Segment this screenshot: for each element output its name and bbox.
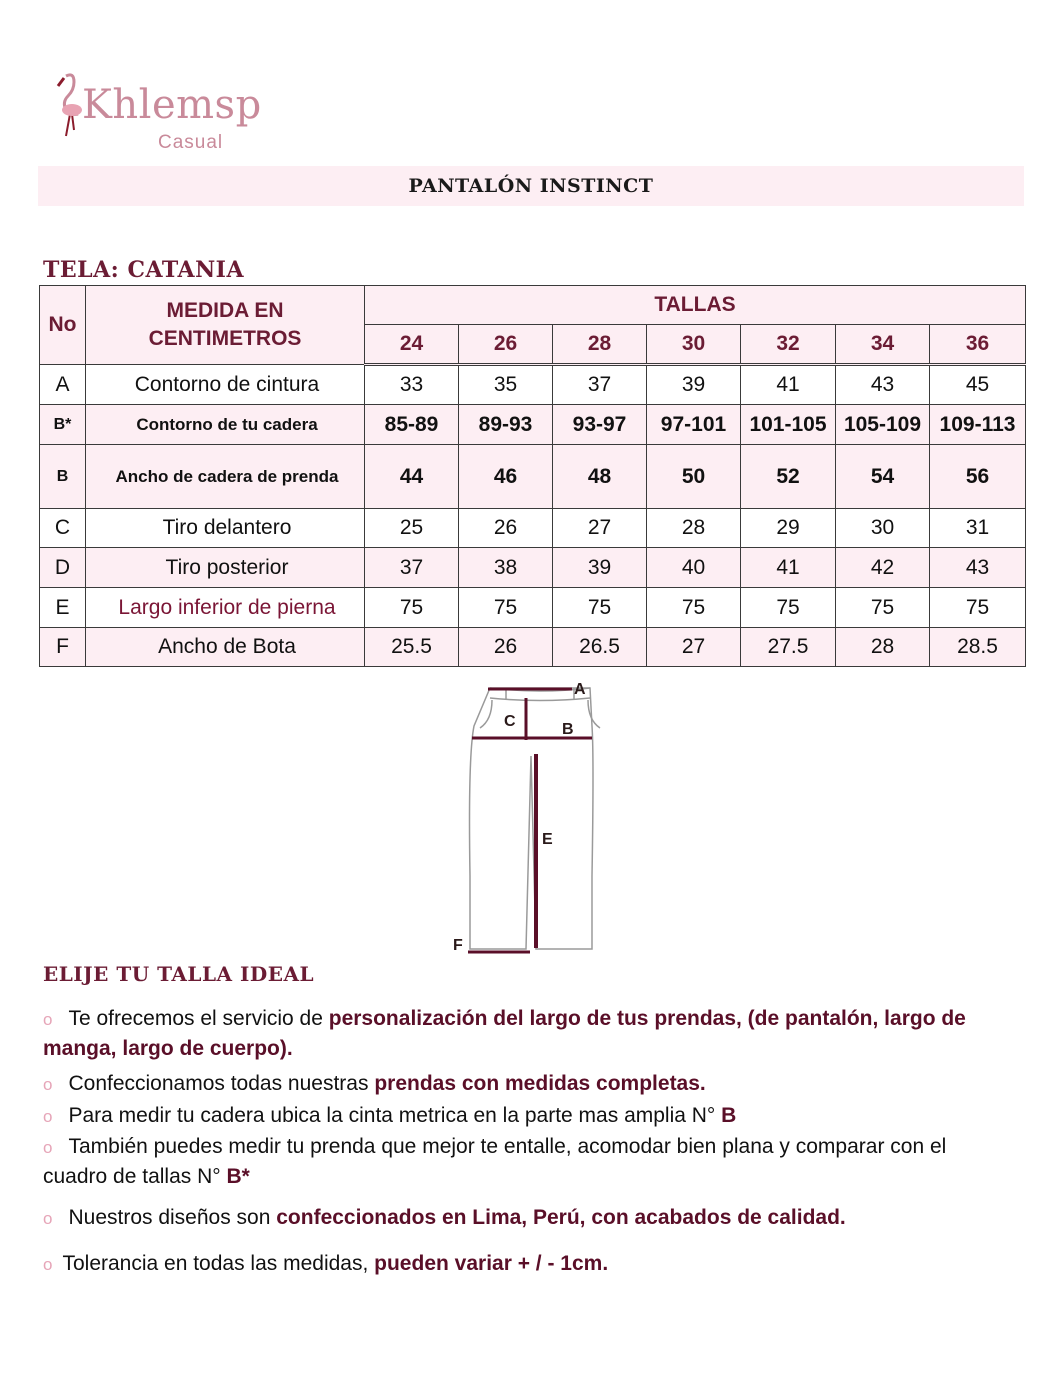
cell: 75 — [741, 588, 836, 628]
diagram-label-f: F — [453, 937, 463, 954]
cell: 45 — [930, 365, 1026, 405]
diagram-label-e: E — [542, 831, 553, 848]
row-name: Largo inferior de pierna — [86, 588, 365, 628]
cell: 75 — [365, 588, 459, 628]
note-bold: B* — [226, 1165, 250, 1188]
cell: 75 — [836, 588, 930, 628]
cell: 41 — [741, 365, 836, 405]
cell: 41 — [741, 548, 836, 588]
list-item — [43, 1132, 1003, 1191]
cell: 39 — [647, 365, 741, 405]
table-row — [40, 445, 1026, 509]
size-header: 24 — [365, 325, 459, 365]
bullet-icon: o — [43, 1255, 53, 1274]
title-band — [38, 166, 1024, 206]
cell: 75 — [459, 588, 553, 628]
bullet-icon: o — [43, 1010, 53, 1029]
note-bold: B — [721, 1104, 737, 1127]
cell: 93-97 — [553, 405, 647, 445]
cell: 26 — [459, 628, 553, 667]
note-text: Para medir tu cadera ubica la cinta metrica en la parte mas amplia N° — [68, 1104, 722, 1127]
note-text: Nuestros diseños son — [68, 1206, 277, 1229]
size-header: 34 — [836, 325, 930, 365]
list-item — [43, 1249, 1003, 1279]
header-row-1 — [40, 286, 1026, 325]
header-medida-line1: MEDIDA EN — [166, 299, 284, 322]
cell: 109-113 — [930, 405, 1026, 445]
row-code: A — [40, 365, 86, 405]
table-row — [40, 588, 1026, 628]
bullet-icon: o — [43, 1075, 53, 1094]
pocket-left — [480, 700, 492, 728]
row-code: E — [40, 588, 86, 628]
header-medida-line2: CENTIMETROS — [148, 327, 302, 350]
cell: 33 — [365, 365, 459, 405]
cell: 52 — [741, 445, 836, 509]
cell: 40 — [647, 548, 741, 588]
cell: 28.5 — [930, 628, 1026, 667]
cell: 75 — [647, 588, 741, 628]
cell: 46 — [459, 445, 553, 509]
cell: 101-105 — [741, 405, 836, 445]
cell: 43 — [836, 365, 930, 405]
cell: 85-89 — [365, 405, 459, 445]
bullet-icon: o — [43, 1138, 53, 1157]
note-text: Te ofrecemos el servicio de — [68, 1007, 329, 1030]
list-item — [43, 1069, 1003, 1099]
cell: 75 — [930, 588, 1026, 628]
cell: 27 — [647, 628, 741, 667]
cell: 28 — [836, 628, 930, 667]
row-name: Tiro posterior — [86, 548, 365, 588]
pants-outline — [470, 688, 594, 949]
cell: 25.5 — [365, 628, 459, 667]
page-title: PANTALÓN INSTINCT — [408, 175, 654, 197]
cell: 29 — [741, 509, 836, 548]
cell: 38 — [459, 548, 553, 588]
row-code: B* — [40, 405, 86, 445]
brand-subtitle: Casual — [158, 132, 224, 153]
cell: 39 — [553, 548, 647, 588]
fabric-label: TELA: CATANIA — [43, 257, 245, 283]
table-row — [40, 628, 1026, 667]
size-table — [39, 285, 1026, 667]
row-code: D — [40, 548, 86, 588]
bullet-icon: o — [43, 1107, 53, 1126]
cell: 75 — [553, 588, 647, 628]
cell: 89-93 — [459, 405, 553, 445]
note-bold: prendas con medidas completas. — [374, 1072, 706, 1095]
size-header: 26 — [459, 325, 553, 365]
diagram-label-a: A — [574, 681, 586, 698]
row-name: Tiro delantero — [86, 509, 365, 548]
header-tallas: TALLAS — [365, 286, 1026, 325]
size-header: 30 — [647, 325, 741, 365]
note-bold: confeccionados en Lima, Perú, con acabados de calidad. — [276, 1206, 846, 1229]
cell: 28 — [647, 509, 741, 548]
row-code: B — [40, 445, 86, 509]
row-name: Contorno de cintura — [86, 365, 365, 405]
list-item — [43, 1101, 1003, 1131]
table-row — [40, 548, 1026, 588]
diagram-label-b: B — [562, 721, 574, 738]
pocket-right — [588, 700, 600, 728]
note-bold: pueden variar + / - 1cm. — [374, 1252, 609, 1275]
diagram-label-c: C — [504, 713, 516, 730]
table-row — [40, 365, 1026, 405]
cell: 31 — [930, 509, 1026, 548]
note-text: Confeccionamos todas nuestras — [68, 1072, 375, 1095]
size-header: 28 — [553, 325, 647, 365]
cell: 48 — [553, 445, 647, 509]
size-header: 32 — [741, 325, 836, 365]
row-name: Contorno de tu cadera — [86, 405, 365, 445]
bullet-icon: o — [43, 1209, 53, 1228]
brand-logo — [50, 70, 262, 160]
note-bold: personalización del largo de tus prendas, (de pantalón, largo de manga, largo de cuerpo). — [43, 1007, 966, 1060]
row-code: F — [40, 628, 86, 667]
cell: 35 — [459, 365, 553, 405]
header-no: No — [40, 286, 86, 365]
row-name: Ancho de cadera de prenda — [86, 445, 365, 509]
cell: 42 — [836, 548, 930, 588]
pants-diagram — [440, 676, 640, 961]
list-item — [43, 1004, 1003, 1063]
cell: 37 — [365, 548, 459, 588]
cell: 44 — [365, 445, 459, 509]
note-text: Tolerancia en todas las medidas, — [62, 1252, 375, 1275]
cell: 26.5 — [553, 628, 647, 667]
cell: 105-109 — [836, 405, 930, 445]
cell: 37 — [553, 365, 647, 405]
brand-name: Khlemsp — [82, 82, 262, 128]
cell: 97-101 — [647, 405, 741, 445]
row-name: Ancho de Bota — [86, 628, 365, 667]
cell: 26 — [459, 509, 553, 548]
cell: 43 — [930, 548, 1026, 588]
header-medida — [86, 286, 365, 365]
cell: 30 — [836, 509, 930, 548]
cell: 25 — [365, 509, 459, 548]
cell: 50 — [647, 445, 741, 509]
table-row — [40, 405, 1026, 445]
cell: 56 — [930, 445, 1026, 509]
cell: 54 — [836, 445, 930, 509]
size-header: 36 — [930, 325, 1026, 365]
list-item — [43, 1203, 1003, 1233]
section-title: ELIJE TU TALLA IDEAL — [43, 962, 315, 986]
cell: 27 — [553, 509, 647, 548]
row-code: C — [40, 509, 86, 548]
table-row — [40, 509, 1026, 548]
cell: 27.5 — [741, 628, 836, 667]
note-text: También puedes medir tu prenda que mejor te entalle, acomodar bien plana y comparar con el cuadro de tallas N° — [43, 1135, 947, 1188]
